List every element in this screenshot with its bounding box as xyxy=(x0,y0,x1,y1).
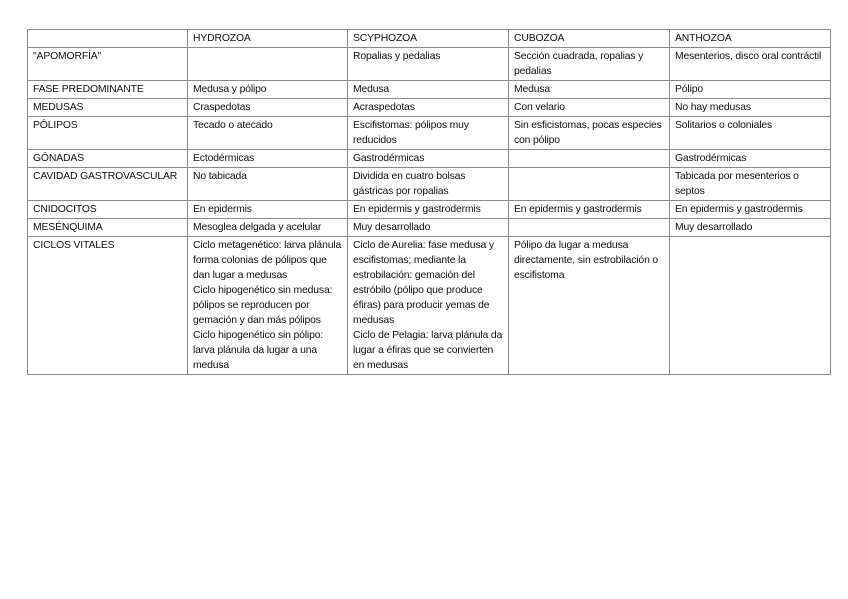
table-cell: Medusa xyxy=(348,81,509,99)
table-cell xyxy=(509,150,670,168)
header-cell: SCYPHOZOA xyxy=(348,30,509,48)
table-row xyxy=(28,237,831,375)
table-cell: Ciclo metagenético: larva plánula forma colonias de pólipos que dan lugar a medusas Ciclo hipogenético sin medusa: pólipos se reproducen por gemación y dan más pólipos Ciclo hipogenético sin pólipo: larva plánula da lugar a una medusa xyxy=(188,237,348,375)
table-cell: Muy desarrollado xyxy=(670,219,831,237)
table-cell: Mesenterios, disco oral contráctil xyxy=(670,48,831,81)
header-cell: ANTHOZOA xyxy=(670,30,831,48)
table-cell: Tecado o atecado xyxy=(188,117,348,150)
table-cell: Dividida en cuatro bolsas gástricas por ropalias xyxy=(348,168,509,201)
table-cell: En epidermis y gastrodermis xyxy=(509,201,670,219)
row-label: MESÉNQUIMA xyxy=(28,219,188,237)
table-cell: Gastrodérmicas xyxy=(348,150,509,168)
table-cell: Muy desarrollado xyxy=(348,219,509,237)
cnidaria-comparison-table xyxy=(27,29,831,375)
table-cell: Pólipo da lugar a medusa directamente, sin estrobilación o escifistoma xyxy=(509,237,670,375)
table-cell: En epidermis y gastrodermis xyxy=(670,201,831,219)
table-cell: Sección cuadrada, ropalias y pedalias xyxy=(509,48,670,81)
table-cell: Sin esficistomas, pocas especies con pólipo xyxy=(509,117,670,150)
table-cell: Ciclo de Aurelia: fase medusa y escifistomas; mediante la estrobilación: gemación del estróbilo (pólipo que produce éfiras) para producir yemas de medusas Ciclo de Pelagia: larva plánula da lugar a éfiras que se convierten en medusas xyxy=(348,237,509,375)
row-label: MEDUSAS xyxy=(28,99,188,117)
table-cell: Escifistomas: pólipos muy reducidos xyxy=(348,117,509,150)
row-label: CICLOS VITALES xyxy=(28,237,188,375)
table-cell: Acraspedotas xyxy=(348,99,509,117)
table-cell: Solitarios o coloniales xyxy=(670,117,831,150)
row-label: CNIDOCITOS xyxy=(28,201,188,219)
table-row xyxy=(28,219,831,237)
row-label: FASE PREDOMINANTE xyxy=(28,81,188,99)
table-cell xyxy=(670,237,831,375)
header-cell xyxy=(28,30,188,48)
table-row xyxy=(28,117,831,150)
header-cell: CUBOZOA xyxy=(509,30,670,48)
table-cell: Craspedotas xyxy=(188,99,348,117)
table-cell: Mesoglea delgada y acelular xyxy=(188,219,348,237)
table-cell: En epidermis xyxy=(188,201,348,219)
table-cell: Tabicada por mesenterios o septos xyxy=(670,168,831,201)
row-label: PÓLIPOS xyxy=(28,117,188,150)
table-cell xyxy=(188,48,348,81)
row-label: CAVIDAD GASTROVASCULAR xyxy=(28,168,188,201)
table-row xyxy=(28,81,831,99)
table-cell: Ropalias y pedalias xyxy=(348,48,509,81)
table-cell: Pólipo xyxy=(670,81,831,99)
table-header-row xyxy=(28,30,831,48)
table-cell xyxy=(509,168,670,201)
table-row xyxy=(28,99,831,117)
table-cell: Gastrodérmicas xyxy=(670,150,831,168)
table-row xyxy=(28,48,831,81)
table-cell xyxy=(509,219,670,237)
table-cell: Ectodérmicas xyxy=(188,150,348,168)
table-cell: Medusa y pólipo xyxy=(188,81,348,99)
row-label: GÓNADAS xyxy=(28,150,188,168)
row-label: "APOMORFÍA" xyxy=(28,48,188,81)
table-row xyxy=(28,201,831,219)
table-cell: En epidermis y gastrodermis xyxy=(348,201,509,219)
table-row xyxy=(28,168,831,201)
table-cell: No tabicada xyxy=(188,168,348,201)
header-cell: HYDROZOA xyxy=(188,30,348,48)
table-cell: No hay medusas xyxy=(670,99,831,117)
table-cell: Con velario xyxy=(509,99,670,117)
table-row xyxy=(28,150,831,168)
table-cell: Medusa xyxy=(509,81,670,99)
